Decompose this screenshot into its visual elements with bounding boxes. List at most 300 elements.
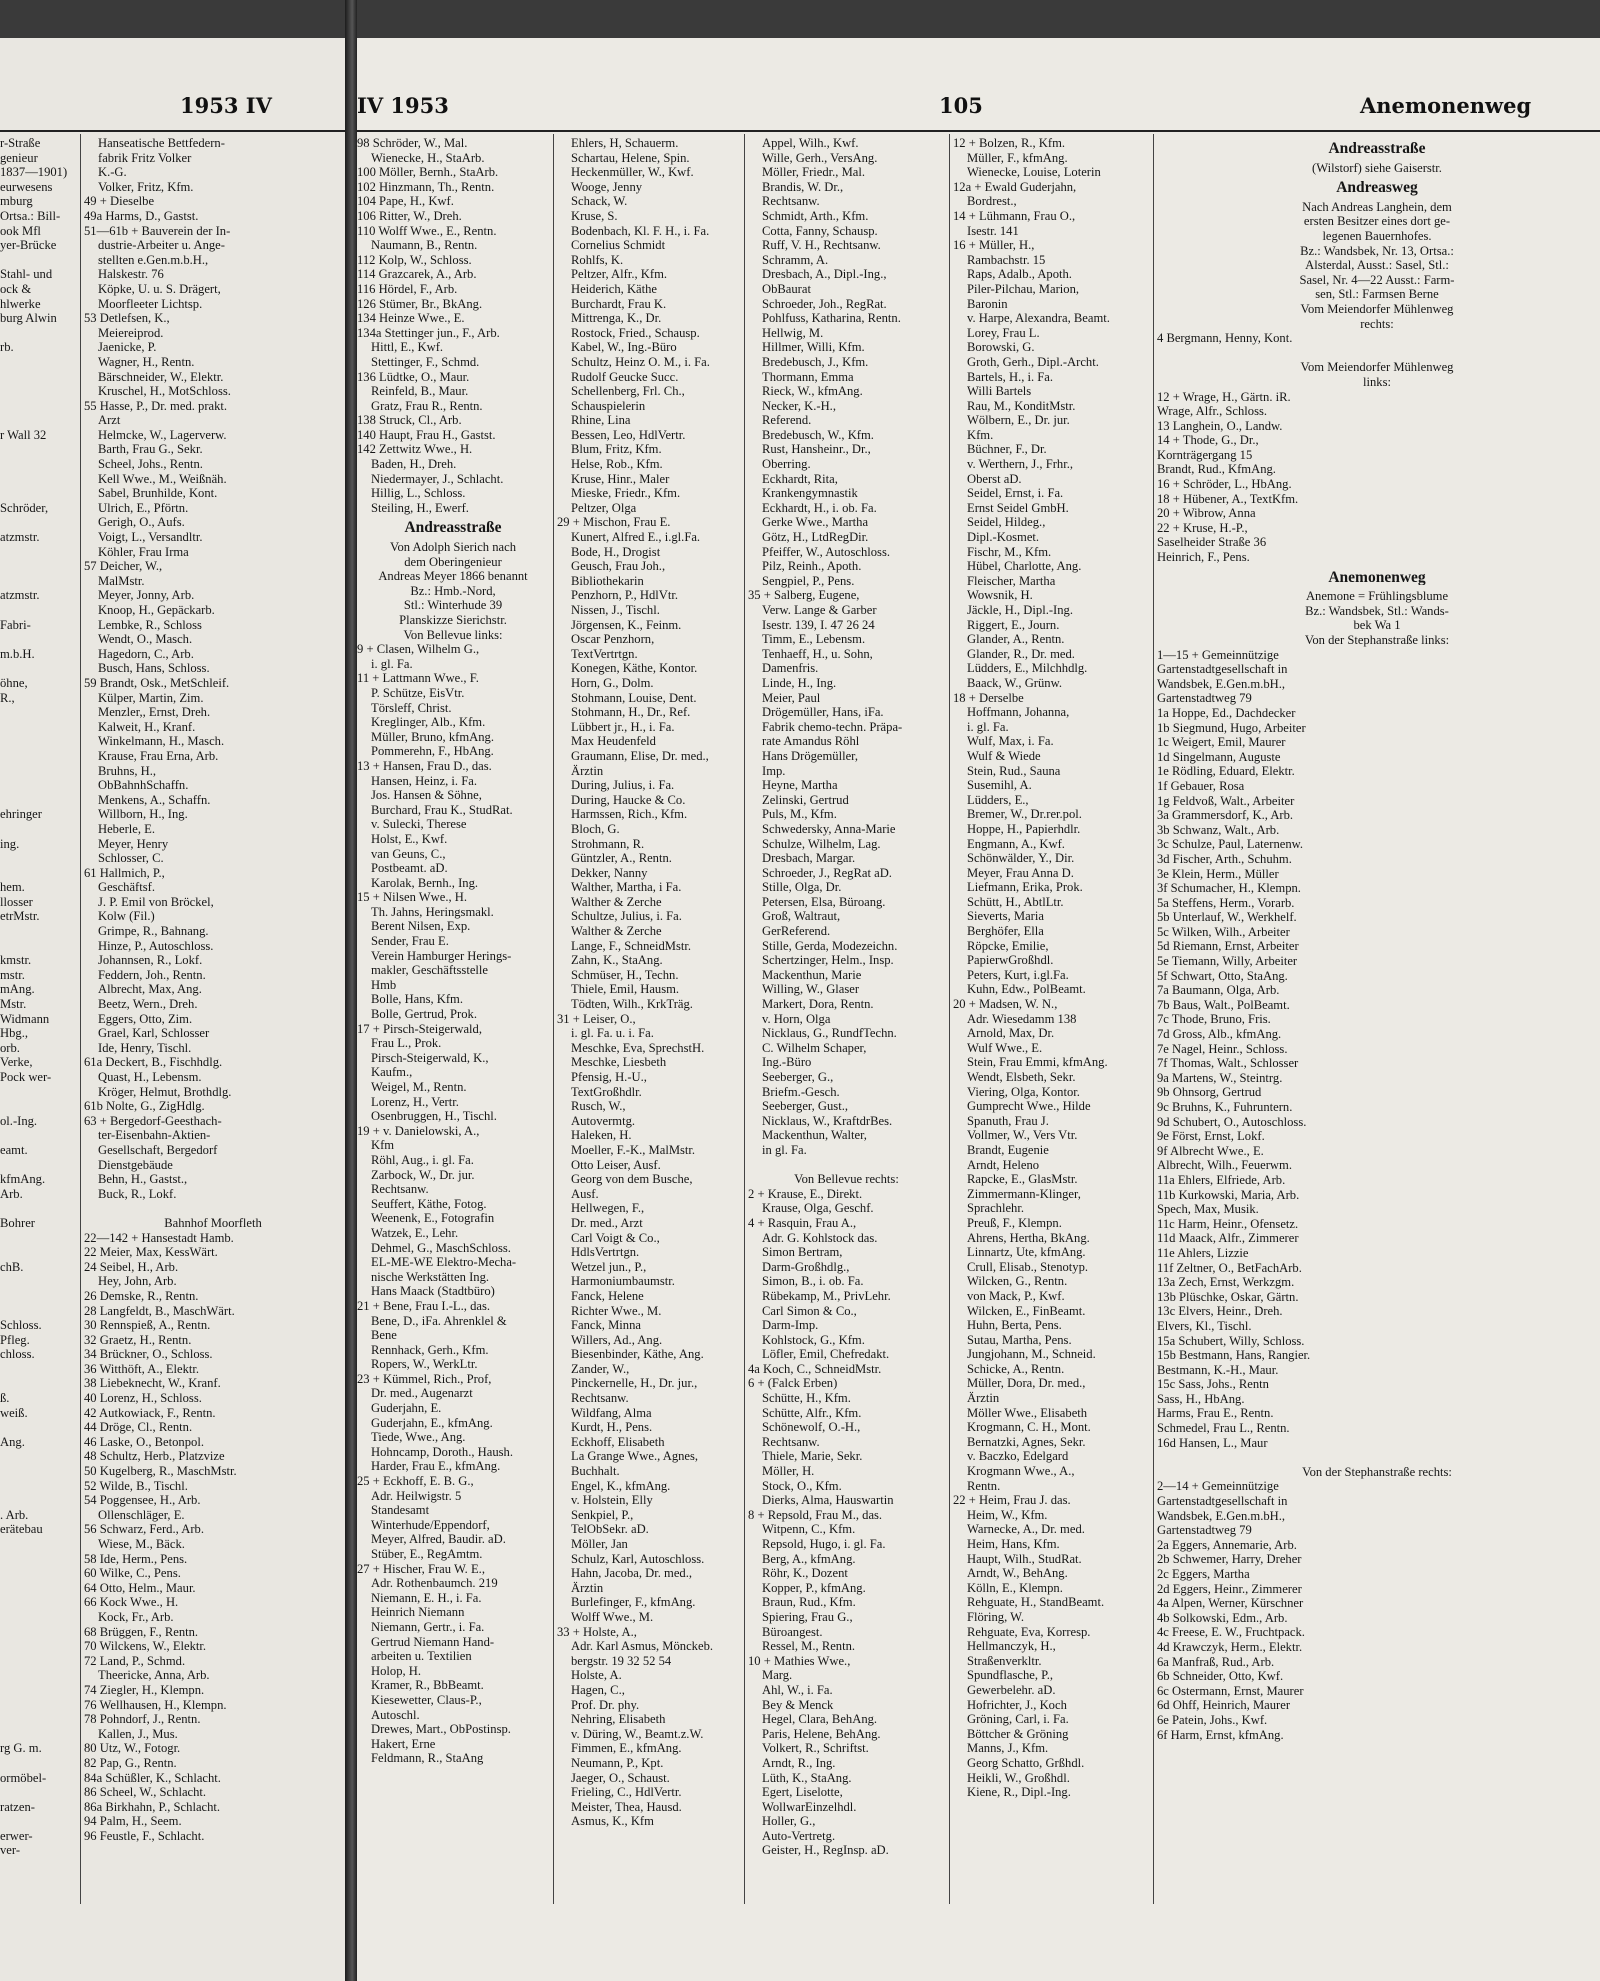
directory-entry: dustrie-Arbeiter u. Ange- [98,238,225,253]
directory-entry: Gratz, Frau R., Rentn. [371,398,483,413]
directory-entry: Jungjohann, M., Schneid. [967,1347,1096,1362]
directory-entry: Tiede, Wwe., Ang. [371,1430,466,1445]
directory-entry: Heikli, W., Großhdl. [967,1770,1070,1785]
directory-entry: Marg. [762,1668,793,1683]
directory-entry: Jörgensen, K., Feinm. [571,617,682,632]
directory-entry: Möller, H. [762,1464,815,1479]
directory-entry: 27 + Hischer, Frau W. E., [357,1561,485,1576]
directory-entry: GerReferend. [762,924,831,939]
cropped-entry [0,632,75,647]
cropped-entry [0,1683,75,1698]
directory-entry: Hahn, Jacoba, Dr. med., [571,1566,693,1581]
directory-entry: Dehmel, G., MaschSchloss. [371,1240,511,1255]
directory-entry: Stein, Rud., Sauna [967,763,1061,778]
directory-entry: 3d Fischer, Arth., Schuhm. [1157,851,1292,866]
directory-entry: Bz.: Wandsbek, Stl.: Wands- [1305,603,1449,618]
directory-entry: Niedermayer, J., Schlacht. [371,471,504,486]
directory-entry: Sieverts, Maria [967,909,1044,924]
cropped-entry [0,1493,75,1508]
directory-entry: Berghöfer, Ella [967,924,1044,939]
directory-entry: Sass, H., HbAng. [1157,1391,1245,1406]
directory-entry: Linnartz, Ute, kfmAng. [967,1245,1086,1260]
cropped-entry [0,822,75,837]
page-number: 105 [939,93,983,118]
directory-entry: Schartau, Helene, Spin. [571,150,690,165]
directory-entry: Moorfleeter Lichtsp. [98,296,203,311]
column-1 [357,136,549,1766]
directory-entry: Köhler, Frau Irma [98,544,189,559]
directory-entry: Gartenstadtgesellschaft in [1157,1494,1288,1509]
directory-entry: Grimpe, R., Bahnang. [98,924,209,939]
directory-entry: Vom Meiendorfer Mühlenweg [1300,301,1454,316]
directory-entry: Wolff Wwe., M. [571,1609,654,1624]
directory-entry: Susemihl, A. [967,778,1032,793]
directory-entry: 61b Nolte, G., ZigHdlg. [84,1099,205,1114]
directory-entry: EL-ME-WE Elektro-Mecha- [371,1255,517,1270]
directory-entry: Oberring. [762,457,811,472]
directory-entry: Huhn, Berta, Pens. [967,1318,1062,1333]
directory-entry: Arnold, Max, Dr. [967,1026,1055,1041]
directory-entry: Wulf & Wiede [967,748,1041,763]
directory-entry: Niemann, E. H., i. Fa. [371,1590,482,1605]
directory-entry: Eckhoff, Elisabeth [571,1434,665,1449]
directory-entry: Fabrik chemo-techn. Präpa- [762,719,903,734]
directory-entry: 61 Hallmich, P., [84,865,165,880]
directory-entry: 13 + Hansen, Frau D., das. [357,758,492,773]
directory-entry: 22 Meier, Max, KessWärt. [84,1245,218,1260]
directory-entry: Postbeamt. aD. [371,861,448,876]
directory-entry: ObBahnhSchaffn. [98,778,189,793]
directory-entry: Rehguate, H., StandBeamt. [967,1595,1105,1610]
directory-entry: 94 Palm, H., Seem. [84,1814,182,1829]
directory-entry: Bene, D., iFa. Ahrenklel & [371,1313,507,1328]
directory-entry: Cotta, Fanny, Schausp. [762,223,878,238]
directory-entry: Max Heudenfeld [571,734,656,749]
left-column-a [0,136,75,1858]
directory-entry: Heckenmüller, W., Kwf. [571,165,694,180]
directory-entry: 134a Stettinger jun., F., Arb. [357,325,500,340]
cropped-entry [0,370,75,385]
directory-entry: 82 Pap, G., Rentn. [84,1755,177,1770]
directory-entry: 7e Nagel, Heinr., Schloss. [1157,1041,1288,1056]
directory-entry: Flöring, W. [967,1609,1025,1624]
column-divider-3 [949,134,950,1904]
directory-entry: Cornelius Schmidt [571,238,666,253]
cropped-entry: r Wall 32 [0,427,47,442]
directory-entry: Scheel, Johs., Rentn. [98,457,203,472]
cropped-entry [0,559,75,574]
directory-entry: 5b Unterlauf, W., Werkhelf. [1157,910,1297,925]
directory-entry: Albrecht, Max, Ang. [98,982,202,997]
directory-entry: Köpke, U. u. S. Drägert, [98,281,221,296]
directory-entry: Simon Bertram, [762,1245,843,1260]
street-description: Von Bellevue links: [403,627,503,642]
street-description: dem Oberingenieur [404,554,502,569]
directory-entry: 8 + Repsold, Frau M., das. [748,1507,883,1522]
directory-entry: Schütt, H., AbtlLtr. [967,894,1064,909]
directory-entry: Heinrich Niemann [371,1605,465,1620]
directory-entry: 9c Bruhns, K., Fuhruntern. [1157,1100,1293,1114]
directory-entry: Ide, Henry, Tischl. [98,1040,192,1055]
directory-entry: Preuß, F., Klempn. [967,1215,1062,1230]
directory-entry: Autovermtg. [571,1113,636,1128]
left-column-b [84,136,342,1843]
street-heading: Andreasweg [1336,181,1418,196]
directory-entry: 6e Patein, Johs., Kwf. [1157,1712,1268,1727]
directory-entry: 114 Grazcarek, A., Arb. [357,267,477,282]
directory-entry: Drewes, Mart., ObPostinsp. [371,1722,511,1737]
directory-entry: Adr. Karl Asmus, Mönckeb. [571,1639,714,1654]
cropped-entry: Hbg., [0,1026,28,1041]
directory-entry: Hegel, Clara, BehAng. [762,1712,878,1727]
cropped-entry: mAng. [0,982,35,997]
directory-entry: Schmedel, Frau L., Rentn. [1157,1421,1290,1436]
cropped-entry [0,851,75,866]
cropped-entry [0,253,75,268]
cropped-entry: Schloss. [0,1318,42,1333]
directory-entry: Bey & Menck [762,1697,834,1712]
directory-entry: 9a Martens, W., Steintrg. [1157,1070,1283,1085]
directory-entry: Schulz, Karl, Autoschloss. [571,1551,705,1566]
directory-entry: Kalweit, H., Kranf. [98,719,196,734]
cropped-entry [0,545,75,560]
directory-entry: Adr. G. Kohlstock das. [762,1230,878,1245]
cropped-entry: mstr. [0,967,25,982]
directory-entry: Bloch, G. [571,821,620,836]
directory-entry: Pohlfuss, Katharina, Rentn. [762,311,901,326]
cropped-entry [0,1085,75,1100]
directory-entry: Kramer, R., BbBeamt. [371,1678,484,1693]
directory-entry: Rhine, Lina [571,413,631,428]
directory-entry: 1f Gebauer, Rosa [1157,778,1245,793]
directory-entry: Hoffmann, Johanna, [967,705,1070,720]
directory-entry: Bärschneider, W., Elektr. [98,369,224,384]
directory-entry: Jaeger, O., Schaust. [571,1770,670,1785]
directory-entry: Groß, Waltraut, [762,909,841,924]
directory-entry: links: [1363,374,1391,389]
directory-entry: Kröger, Helmut, Brothdlg. [98,1084,232,1099]
directory-entry: Anemone = Frühlingsblume [1305,589,1449,604]
directory-entry: Kell Wwe., M., Weißnäh. [98,471,227,486]
directory-entry: sen, Stl.: Farmsen Berne [1315,287,1439,302]
directory-entry: 15 + Nilsen Wwe., H. [357,890,468,905]
directory-entry: i. gl. Fa. u. i. Fa. [571,1026,654,1041]
directory-entry: 6c Ostermann, Ernst, Maurer [1157,1683,1304,1698]
directory-entry: 4b Solkowski, Edm., Arb. [1157,1610,1288,1625]
cropped-entry: m.b.H. [0,646,35,661]
directory-entry: Senkpiel, P., [571,1507,634,1522]
directory-entry: 4d Krawczyk, Herm., Elektr. [1157,1639,1303,1654]
directory-entry: Spundflasche, P., [967,1668,1054,1683]
directory-entry: bek Wa 1 [1353,618,1401,633]
directory-entry: Schroeder, Joh., RegRat. [762,296,887,311]
directory-entry: Prof. Dr. phy. [571,1697,640,1712]
directory-entry: Müller, Dora, Dr. med., [967,1376,1086,1391]
directory-entry: 86 Scheel, W., Schlacht. [84,1785,207,1800]
directory-entry: 6d Ohff, Heinrich, Maurer [1157,1698,1291,1713]
directory-entry: 3b Schwanz, Walt., Arb. [1157,822,1280,837]
directory-entry: Spanuth, Frau J. [967,1113,1049,1128]
directory-entry: 54 Poggensee, H., Arb. [84,1493,201,1508]
directory-entry: Krause, Frau Erna, Arb. [98,748,219,763]
directory-entry: 9f Albrecht Wwe., E. [1157,1143,1264,1158]
directory-entry: Kruse, Hinr., Maler [571,471,670,486]
directory-entry: 2a Eggers, Annemarie, Arb. [1157,1537,1297,1552]
directory-entry: Dr. med., Arzt [571,1215,643,1230]
directory-entry: Glander, A., Rentn. [967,632,1065,647]
directory-entry: 1b Siegmund, Hugo, Arbeiter [1157,720,1306,735]
cropped-entry [0,1625,75,1640]
directory-entry: Löfler, Emil, Chefredakt. [762,1347,890,1362]
cropped-entry [0,764,75,779]
directory-entry: Tenhaeff, H., u. Sohn, [762,646,873,661]
directory-entry: Adr. Rothenbaumch. 219 [371,1576,498,1591]
directory-entry: Baden, H., Dreh. [371,457,457,472]
cropped-entry: yer-Brücke [0,238,57,253]
directory-entry: Reinfeld, B., Maur. [371,384,469,399]
cropped-entry [0,866,75,881]
cropped-entry: Fabri- [0,617,31,632]
cropped-entry: etrMstr. [0,909,40,924]
directory-entry: 63 + Bergedorf-Geesthach- [84,1113,222,1128]
cropped-entry [0,1595,75,1610]
directory-entry: Hagen, C., [571,1682,625,1697]
directory-entry: Gartenstadtweg 79 [1157,1523,1252,1538]
directory-entry: Törsleff, Christ. [371,700,452,715]
directory-entry: Wrage, Alfr., Schloss. [1157,404,1268,419]
directory-entry: Borowski, G. [967,340,1035,355]
cropped-entry [0,413,75,428]
directory-entry: Röpcke, Emilie, [967,938,1049,953]
directory-entry: 66 Kock Wwe., H. [84,1595,179,1610]
directory-entry: Osenbruggen, H., Tischl. [371,1109,497,1124]
directory-entry: 19 + v. Danielowski, A., [357,1123,480,1138]
directory-entry: Bz.: Wandsbek, Nr. 13, Ortsa.: [1300,243,1454,258]
directory-entry: Hellwig, M. [762,325,824,340]
directory-entry: Ärztin [967,1391,1000,1406]
directory-entry: Richter Wwe., M. [571,1303,662,1318]
directory-entry: legenen Bauernhofes. [1322,228,1432,243]
column-divider-4 [1153,134,1154,1904]
directory-entry: Zelinski, Gertrud [762,792,849,807]
directory-entry: 49a Harms, D., Gastst. [84,208,199,223]
directory-entry: Krankengymnastik [762,486,858,501]
directory-entry: Hittl, E., Kwf. [371,340,444,355]
cropped-entry: Pfleg. [0,1332,30,1347]
directory-entry: Geschäftsf. [98,880,155,895]
directory-entry: Arndt, Heleno [967,1157,1040,1172]
directory-entry: 7f Thomas, Walt., Schlosser [1157,1056,1299,1071]
cropped-entry: burg Alwin [0,311,57,326]
right-header-rule [357,130,1600,132]
directory-entry: 74 Ziegler, H., Klempn. [84,1682,205,1697]
directory-entry: Kunert, Alfred E., i.gl.Fa. [571,530,701,545]
directory-entry: 50 Kugelberg, R., MaschMstr. [84,1464,237,1479]
directory-entry: Niemann, Gertr., i. Fa. [371,1619,485,1634]
directory-entry: Sender, Frau E. [371,934,449,949]
cropped-entry [0,1464,75,1479]
directory-entry: 2b Schwemer, Harry, Dreher [1157,1552,1302,1567]
directory-entry: 6b Schneider, Otto, Kwf. [1157,1669,1284,1684]
directory-entry: 102 Hinzmann, Th., Rentn. [357,179,495,194]
directory-entry: Heim, W., Kfm. [967,1507,1048,1522]
directory-entry: Hanseatische Bettfedern- [98,136,225,150]
directory-entry: J. P. Emil von Bröckel, [98,894,214,909]
directory-entry: Otto Leiser, Ausf. [571,1157,661,1172]
cropped-entry [0,1449,75,1464]
directory-entry: Schütte, H., Kfm. [762,1391,851,1406]
directory-entry: Piler-Pilchau, Marion, [967,281,1080,296]
directory-entry: Ropers, W., WerkLtr. [371,1357,478,1372]
cropped-entry [0,749,75,764]
directory-entry: 55 Hasse, P., Dr. med. prakt. [84,398,228,413]
cropped-entry: öhne, [0,675,28,690]
directory-entry: 86a Birkhahn, P., Schlacht. [84,1799,221,1814]
directory-entry: 7c Thode, Bruno, Fris. [1157,1012,1271,1027]
directory-entry: 12 + Bolzen, R., Kfm. [953,136,1066,150]
directory-entry: Rübekamp, M., PrivLehr. [762,1288,891,1303]
directory-entry: Von der Stephanstraße links: [1304,633,1450,647]
directory-entry: 4a Koch, C., SchneidMstr. [748,1361,882,1376]
directory-entry: Necker, K.-H., [762,398,836,413]
directory-entry: Rechtsanw. [762,194,820,209]
cropped-entry: Ortsa.: Bill- [0,208,61,223]
directory-entry: Hakert, Erne [371,1736,436,1751]
directory-entry: 72 Land, P., Schmd. [84,1653,186,1668]
directory-entry: Kaufm., [371,1065,413,1080]
directory-entry: Pommerehn, F., HbAng. [371,744,494,759]
directory-entry: 1c Weigert, Emil, Maurer [1157,735,1286,750]
directory-entry: Dekker, Nanny [571,865,648,880]
directory-entry: 5f Schwart, Otto, StaAng. [1157,968,1288,983]
directory-entry: Dr. med., Augenarzt [371,1386,473,1401]
cropped-entry [0,1712,75,1727]
directory-entry: Heyne, Martha [762,778,838,793]
directory-entry: Walther & Zerche [571,894,662,909]
directory-entry: Ehlers, H, Schauerm. [571,136,679,150]
directory-entry: Winterhude/Eppendorf, [371,1517,490,1532]
directory-entry: Meschke, Liesbeth [571,1055,667,1070]
directory-entry: 68 Brüggen, F., Rentn. [84,1624,199,1639]
cropped-entry: genieur [0,150,38,165]
directory-entry: Horn, G., Dolm. [571,675,654,690]
directory-entry: Kuhn, Edw., PolBeamt. [967,982,1086,997]
directory-entry: 40 Lorenz, H., Schloss. [84,1391,202,1406]
directory-entry: Adr. Heilwigstr. 5 [371,1488,462,1503]
directory-entry: 35 + Salberg, Eugene, [748,588,860,603]
directory-entry: 136 Lüdtke, O., Maur. [357,369,470,384]
directory-entry: 100 Möller, Bernh., StaArb. [357,165,499,180]
directory-entry: 104 Pape, H., Kwf. [357,194,454,209]
directory-entry: 15b Bestmann, Hans, Rangier. [1157,1348,1311,1363]
directory-entry: Hübel, Charlotte, Ang. [967,559,1082,574]
directory-entry: Hmb [371,977,397,992]
cropped-entry: atzmstr. [0,588,40,603]
directory-entry: Schwedersky, Anna-Marie [762,821,896,836]
directory-entry: 7a Baumann, Olga, Arb. [1157,983,1280,998]
directory-entry: Sprachlehr. [967,1201,1025,1216]
directory-entry: Albrecht, Wilh., Feuerwm. [1157,1158,1292,1173]
directory-entry: Stohmann, Louise, Dent. [571,690,697,705]
cropped-entry [0,1552,75,1567]
directory-entry: 80 Utz, W., Fotogr. [84,1741,181,1756]
directory-entry: Kiesewetter, Claus-P., [371,1692,482,1707]
directory-entry: Guderjahn, E. [371,1401,442,1416]
directory-entry: Pilz, Reinh., Apoth. [762,559,862,574]
directory-entry: Walther & Zerche [571,924,662,939]
directory-entry: Kornträgergang 15 [1157,447,1253,462]
directory-entry: Halskestr. 76 [98,267,164,282]
directory-entry: Geusch, Frau Joh., [571,559,666,574]
directory-entry: Eckhardt, H., i. ob. Fa. [762,500,877,515]
directory-entry: Verw. Lange & Garber [762,603,877,617]
street-description: Planskizze Sierichstr. [399,613,507,627]
directory-entry: Stille, Olga, Dr. [762,880,842,895]
directory-entry: Elvers, Kl., Tischl. [1157,1318,1252,1333]
directory-entry: Büchner, F., Dr. [967,442,1047,457]
directory-entry: 44 Dröge, Cl., Rentn. [84,1420,193,1435]
directory-entry: Hinze, P., Autoschloss. [98,938,214,953]
cropped-entry: Pock wer- [0,1070,52,1084]
cropped-entry: eamt. [0,1142,28,1157]
directory-entry: Willing, W., Glaser [762,982,860,997]
directory-entry: Fanck, Helene [571,1288,644,1303]
directory-entry: Spech, Max, Musik. [1157,1202,1259,1217]
directory-entry: Carl Simon & Co., [762,1303,857,1318]
directory-entry: 126 Stümer, Br., BkAng. [357,296,483,311]
column-4 [953,136,1149,1800]
directory-entry: Menzler,, Ernst, Dreh. [98,705,211,720]
directory-entry: Volker, Fritz, Kfm. [98,179,194,194]
directory-entry: 51—61b + Bauverein der In- [84,223,231,238]
directory-entry: Paris, Helene, BehAng. [762,1726,881,1741]
directory-entry: Schütte, Alfr., Kfm. [762,1405,862,1420]
directory-entry: Kfm. [967,427,994,442]
directory-entry: Wulf Wwe., E. [967,1040,1043,1055]
directory-entry: in gl. Fa. [762,1142,807,1157]
directory-entry [748,1158,945,1173]
directory-entry: Röhr, K., Dozent [762,1566,848,1581]
directory-entry: Carl Voigt & Co., [571,1230,660,1245]
directory-entry: 13a Zech, Ernst, Werkzgm. [1157,1275,1295,1290]
directory-entry: Wille, Gerh., VersAng. [762,150,878,165]
directory-entry: Asmus, K., Kfm [571,1814,654,1829]
column-2 [557,136,740,1829]
directory-entry: Strohmann, R. [571,836,645,851]
directory-entry: 26 Demske, R., Rentn. [84,1288,199,1303]
directory-entry: Buchhalt. [571,1464,620,1479]
directory-entry: Hagedorn, C., Arb. [98,646,194,661]
directory-entry: Holler, G., [762,1814,816,1829]
directory-entry: Rentn. [967,1478,1001,1493]
cropped-entry [0,1639,75,1654]
directory-entry: Kölln, E., Klempn. [967,1580,1063,1595]
directory-entry: Fischr, M., Kfm. [967,544,1052,559]
directory-entry: 138 Struck, Cl., Arb. [357,413,462,428]
directory-entry: Vollmer, W., Vers Vtr. [967,1128,1078,1143]
directory-entry: Meyer, Alfred, Baudir. aD. [371,1532,506,1547]
directory-entry: 52 Wilde, B., Tischl. [84,1478,188,1493]
directory-entry: Böttcher & Gröning [967,1726,1069,1741]
directory-entry: 4 Bergmann, Henny, Kont. [1157,331,1293,346]
directory-entry: Rust, Hansheinr., Dr., [762,442,871,457]
directory-entry: Seidel, Hildeg., [967,515,1046,530]
directory-entry: 21 + Bene, Frau I.-L., das. [357,1298,491,1313]
directory-entry: Rechtsanw. [371,1182,429,1197]
cropped-entry [0,1727,75,1742]
directory-entry: Wilcken, E., FinBeamt. [967,1303,1086,1318]
directory-entry: Rambachstr. 15 [967,252,1046,267]
